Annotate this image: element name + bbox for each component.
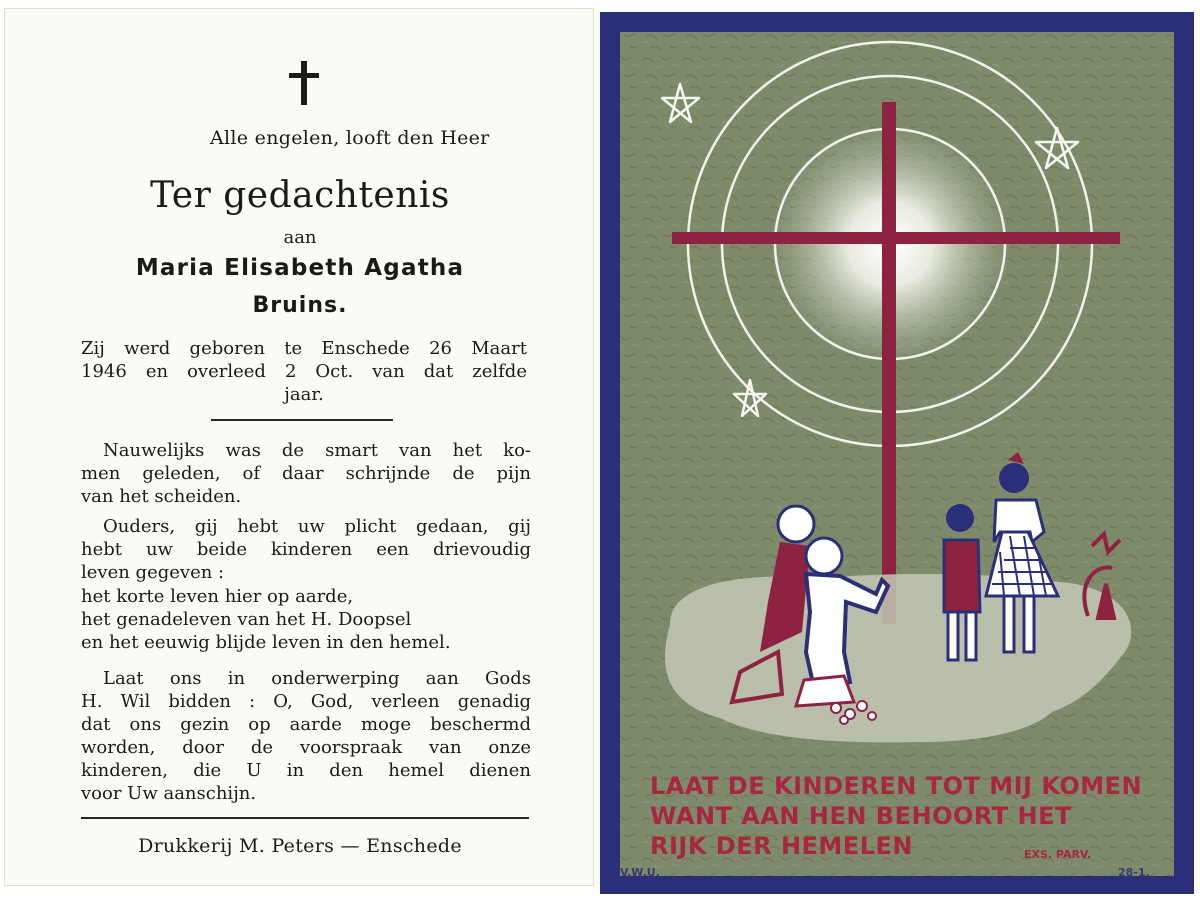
paragraph-parents — [81, 515, 531, 584]
text-line: Ouders, gij hebt uw plicht gedaan, gij — [103, 516, 531, 537]
text-line: worden, door de voorspraak van onze — [81, 737, 531, 758]
dates-line: 1946 en overleed 2 Oct. van dat zelfde — [81, 361, 527, 382]
motto: Alle engelen, looft den Heer — [210, 127, 490, 149]
text-line: voor Uw aanschijn. — [81, 783, 257, 804]
text-line: hebt uw beide kinderen een drievoudig — [81, 539, 531, 560]
paragraph-prayer — [81, 667, 531, 805]
dates-line: Zij werd geboren te Enschede 26 Maart — [81, 338, 527, 359]
dedication-word: aan — [283, 227, 317, 248]
text-line: Laat ons in onderwerping aan Gods — [103, 668, 531, 689]
text-line: H. Wil bidden : O, God, verleen genadig — [81, 691, 531, 712]
verse-line: WANT AAN HEN BEHOORT HET — [650, 802, 1072, 830]
dates-line: jaar. — [284, 384, 324, 405]
cross-icon — [289, 61, 319, 111]
text-line: men geleden, of daar schrijnde de pijn — [81, 463, 531, 484]
text-line: leven gegeven : — [81, 562, 225, 583]
verse-line: LAAT DE KINDEREN TOT MIJ KOMEN — [650, 772, 1143, 800]
text-line: van het scheiden. — [81, 486, 242, 507]
paragraph-sorrow — [81, 439, 531, 508]
memorial-title: Ter gedachtenis — [150, 175, 450, 216]
text-line: kinderen, die U in den hemel dienen — [81, 760, 531, 781]
text-line: Nauwelijks was de smart van het ko- — [103, 440, 531, 461]
text-line: en het eeuwig blijde leven in den hemel. — [81, 632, 451, 653]
verse-line: RIJK DER HEMELEN — [650, 832, 913, 860]
text-line: dat ons gezin op aarde moge beschermd — [81, 714, 531, 735]
divider — [81, 817, 529, 819]
printer-credit: Drukkerij M. Peters — Enschede — [138, 835, 462, 857]
memorial-text-card — [4, 8, 594, 886]
text-line: het genadeleven van het H. Doopsel — [81, 609, 412, 630]
divider — [211, 419, 393, 421]
illustration — [600, 12, 1194, 894]
artist-signature: EXS. PARV. — [1024, 848, 1092, 861]
illustrated-card — [600, 12, 1194, 894]
publisher-mark: V.W.U. — [620, 866, 660, 879]
paragraph-three-lives — [81, 585, 531, 654]
text-line: het korte leven hier op aarde, — [81, 586, 354, 607]
card-number: 28-1. — [1118, 866, 1150, 879]
deceased-surname: Bruins. — [252, 293, 348, 318]
deceased-name: Maria Elisabeth Agatha — [135, 255, 465, 281]
birth-death-dates — [81, 337, 527, 406]
